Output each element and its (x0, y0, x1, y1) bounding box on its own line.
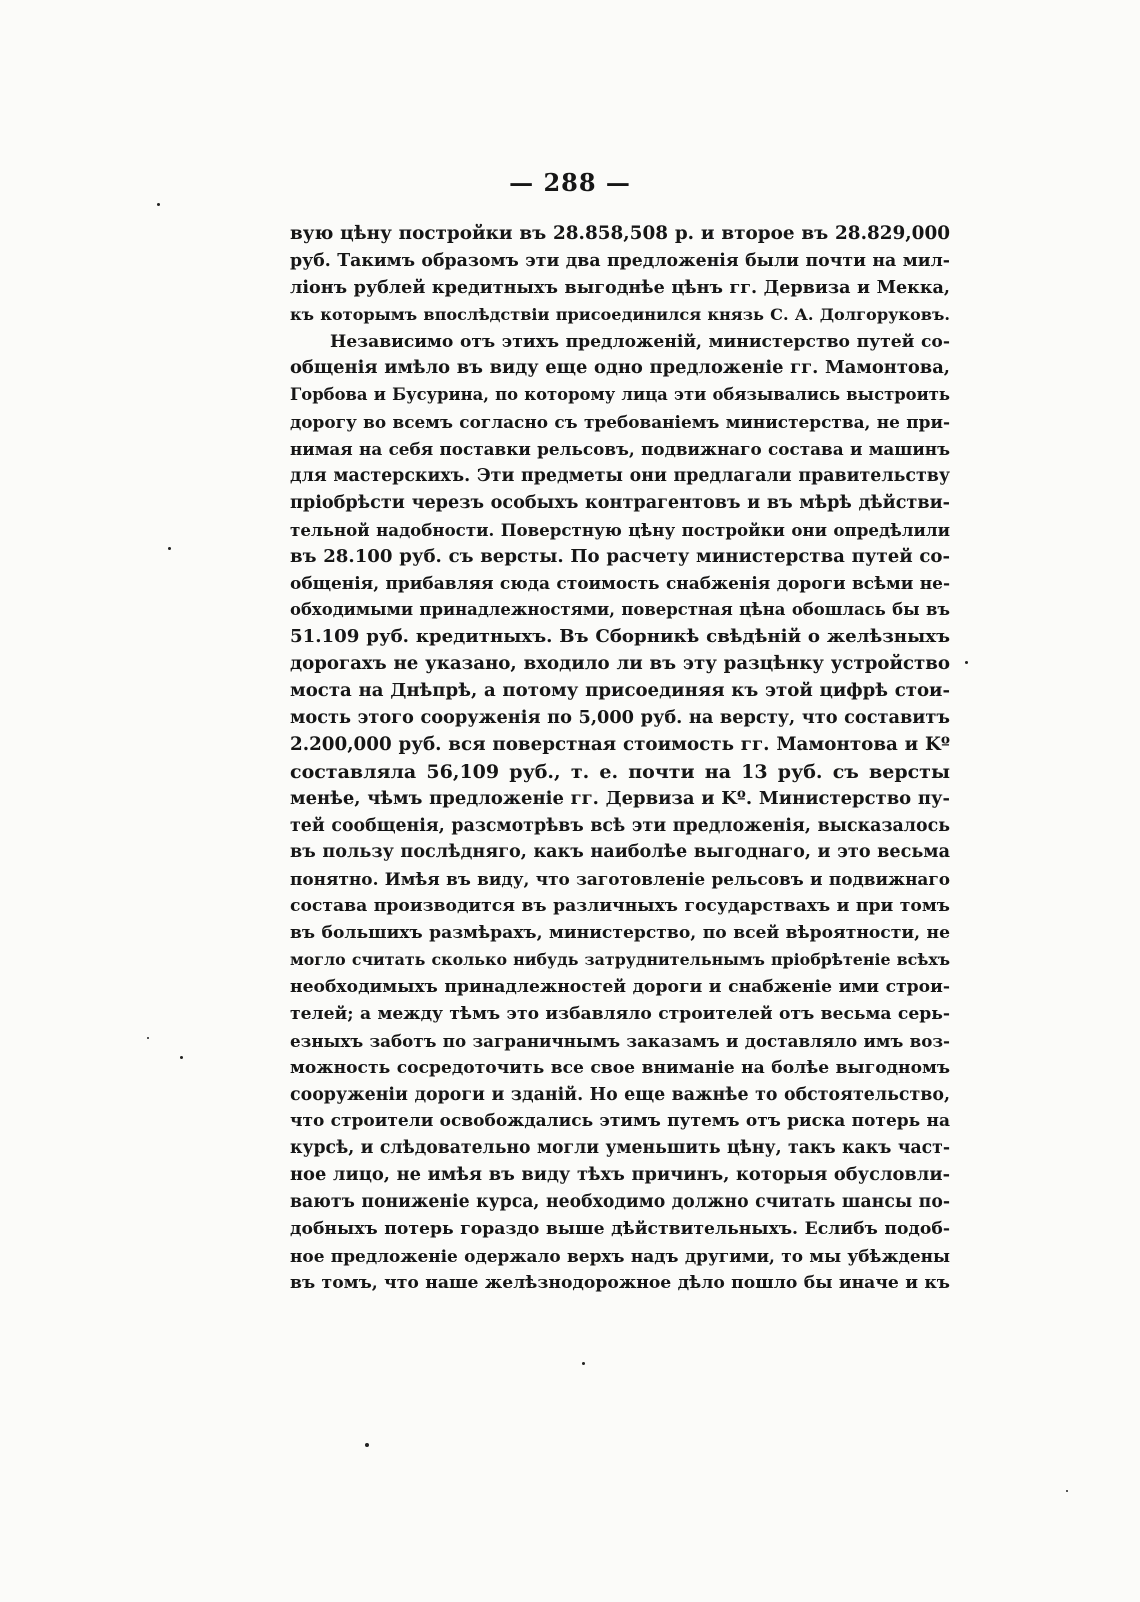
page-number: — 288 — (509, 168, 631, 197)
text-line: въ томъ, что наше желѣзнодорожное дѣло пошло бы иначе и къ (290, 1272, 950, 1293)
text-line: въ большихъ размѣрахъ, министерство, по всей вѣроятности, не (290, 923, 950, 944)
text-line: общенія имѣло въ виду еще одно предложеніе гг. Мамонтова, (290, 357, 950, 379)
scan-speck (180, 1056, 183, 1059)
text-line: мость этого сооруженія по 5,000 руб. на версту, что составитъ (290, 707, 950, 729)
scan-speck (157, 203, 160, 206)
scan-speck (365, 1443, 369, 1447)
scan-speck (147, 1037, 149, 1039)
text-line: дорогу во всемъ согласно съ требованіемъ министерства, не при- (290, 412, 950, 433)
text-line: могло считать сколько нибудь затруднительнымъ пріобрѣтеніе всѣхъ (290, 950, 950, 970)
text-line: пріобрѣсти черезъ особыхъ контрагентовъ и въ мѣрѣ дѣйстви- (290, 491, 950, 513)
text-line: ное лицо, не имѣя въ виду тѣхъ причинъ, которыя обусловли- (290, 1164, 950, 1186)
text-line: состава производится въ различныхъ государствахъ и при томъ (290, 896, 950, 917)
text-line: можность сосредоточить все свое вниманіе на болѣе выгодномъ (290, 1057, 950, 1078)
body-text (290, 221, 950, 1297)
text-line: ліонъ рублей кредитныхъ выгоднѣе цѣнъ гг. Дервиза и Мекка, (290, 277, 950, 298)
text-line: въ пользу послѣдняго, какъ наиболѣе выгоднаго, и это весьма (290, 841, 950, 863)
text-line: тельной надобности. Поверстную цѣну постройки они опредѣлили (290, 519, 950, 540)
scan-speck (965, 661, 968, 664)
text-line: вую цѣну постройки въ 28.858,508 р. и второе въ 28.829,000 (290, 223, 950, 244)
text-line: менѣе, чѣмъ предложеніе гг. Дервиза и Kº. Министерство пу- (290, 787, 950, 809)
text-line: обходимыми принадлежностями, поверстная цѣна обошлась бы въ (290, 600, 950, 620)
text-line: общенія, прибавляя сюда стоимость снабженія дороги всѣми не- (290, 573, 950, 594)
text-line: ваютъ пониженіе курса, необходимо должно считать шансы по- (290, 1192, 950, 1213)
text-line: езныхъ заботъ по заграничнымъ заказамъ и доставляло имъ воз- (290, 1030, 950, 1051)
text-line: Независимо отъ этихъ предложеній, министерство путей со- (330, 331, 950, 352)
text-line: для мастерскихъ. Эти предметы они предлагали правительству (290, 466, 950, 487)
text-line: руб. Такимъ образомъ эти два предложенія были почти на мил- (290, 250, 950, 271)
text-line: тей сообщенія, разсмотрѣвъ всѣ эти предложенія, высказалось (290, 815, 950, 836)
text-line: въ 28.100 руб. съ версты. По расчету министерства путей со- (290, 545, 950, 567)
text-line: 2.200,000 руб. вся поверстная стоимость гг. Мамонтова и Kº (290, 733, 950, 755)
text-line: необходимыхъ принадлежностей дороги и снабженіе ими строи- (290, 976, 950, 997)
text-line: ное предложеніе одержало верхъ надъ другими, то мы убѣждены (290, 1245, 950, 1266)
text-line: сооруженіи дороги и зданій. Но еще важнѣе то обстоятельство, (290, 1084, 950, 1105)
text-line: добныхъ потерь гораздо выше дѣйствительныхъ. Еслибъ подоб- (290, 1218, 950, 1239)
text-line: что строители освобождались этимъ путемъ отъ риска потерь на (290, 1111, 950, 1132)
text-line: телей; а между тѣмъ это избавляло строителей отъ весьма серь- (290, 1003, 950, 1024)
text-line: дорогахъ не указано, входило ли въ эту разцѣнку устройство (290, 653, 950, 675)
text-line: курсѣ, и слѣдовательно могли уменьшить цѣну, такъ какъ част- (290, 1138, 950, 1159)
text-line: составляла 56,109 руб., т. е. почти на 13 руб. съ версты (290, 760, 950, 783)
scan-speck (1066, 1490, 1068, 1492)
scan-speck (582, 1362, 585, 1365)
text-line: къ которымъ впослѣдствіи присоединился князь С. А. Долгоруковъ. (290, 304, 950, 324)
scan-speck (168, 547, 171, 550)
text-line: понятно. Имѣя въ виду, что заготовленіе рельсовъ и подвижнаго (290, 869, 950, 890)
text-line: моста на Днѣпрѣ, а потому присоединяя къ этой цифрѣ стои- (290, 680, 950, 702)
text-line: 51.109 руб. кредитныхъ. Въ Сборникѣ свѣдѣній о желѣзныхъ (290, 626, 950, 648)
text-line: нимая на себя поставки рельсовъ, подвижнаго состава и машинъ (290, 439, 950, 460)
text-line: Горбова и Бусурина, по которому лица эти обязывались выстроить (290, 385, 950, 405)
